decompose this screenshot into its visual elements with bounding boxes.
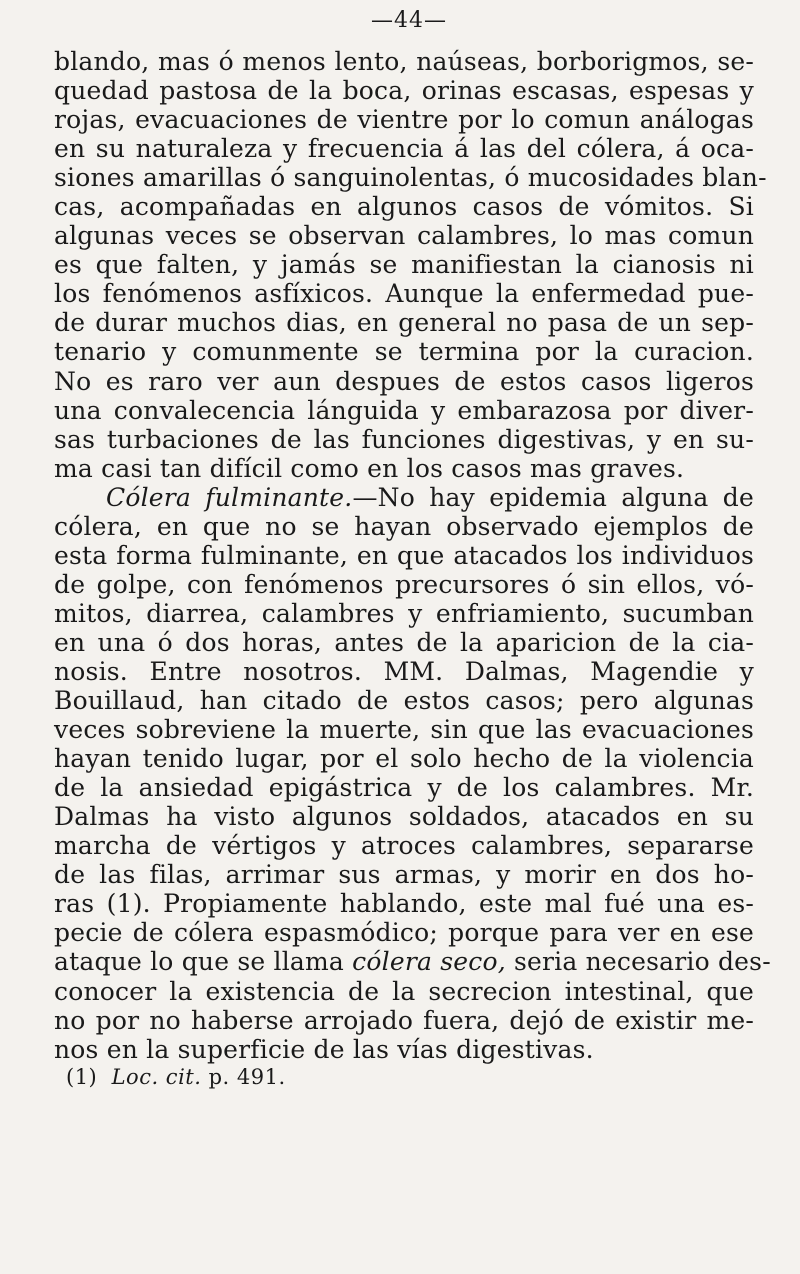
- text-fragment: seria necesario des-: [505, 947, 771, 977]
- text-line: conocer la existencia de la secrecion intestinal, que: [54, 976, 754, 1006]
- text-line: los fenómenos asfíxicos. Aunque la enfermedad pue-: [54, 279, 754, 309]
- text-line: de la ansiedad epigástrica y de los calambres. Mr.: [54, 773, 754, 803]
- footnote-source: Loc. cit.: [111, 1065, 202, 1089]
- text-line: tenario y comunmente se termina por la curacion.: [54, 337, 754, 367]
- text-line: de durar muchos dias, en general no pasa de un sep-: [54, 308, 754, 338]
- text-line: una convalecencia lánguida y embarazosa por diver-: [54, 395, 754, 425]
- text-line: Bouillaud, han citado de estos casos; pero algunas: [54, 686, 754, 716]
- text-line: ras (1). Propiamente hablando, este mal fué una es-: [54, 889, 754, 919]
- text-line: en una ó dos horas, antes de la aparicion de la cia-: [54, 627, 754, 657]
- text-line-with-italic: [54, 947, 771, 977]
- text-line: rojas, evacuaciones de vientre por lo comun análogas: [54, 105, 754, 135]
- text-line: nos en la superficie de las vías digestivas.: [54, 1034, 594, 1064]
- text-line: ma casi tan difícil como en los casos mas graves.: [54, 453, 685, 483]
- text-line: quedad pastosa de la boca, orinas escasas, espesas y: [54, 76, 754, 106]
- text-line: en su naturaleza y frecuencia á las del cólera, á oca-: [54, 134, 754, 164]
- section-heading: Cólera fulminante.: [106, 482, 353, 512]
- footnote-page-ref: p. 491.: [208, 1065, 286, 1089]
- text-fragment: ataque lo que se llama: [54, 947, 353, 977]
- text-line: cólera, en que no se hayan observado ejemplos de: [54, 511, 754, 541]
- body-text: [54, 47, 771, 1064]
- text-line: de golpe, con fenómenos precursores ó sin ellos, vó-: [54, 569, 754, 599]
- section-first-line: [54, 483, 754, 512]
- text-line: Dalmas ha visto algunos soldados, atacados en su: [54, 802, 754, 832]
- text-line: marcha de vértigos y atroces calambres, separarse: [54, 831, 754, 861]
- text-line: hayan tenido lugar, por el solo hecho de la violencia: [54, 744, 754, 774]
- text-line: sas turbaciones de las funciones digestivas, y en su-: [54, 424, 754, 454]
- footnote-marker: (1): [66, 1065, 98, 1089]
- text-line: No es raro ver aun despues de estos casos ligeros: [54, 366, 754, 396]
- text-line: de las filas, arrimar sus armas, y morir en dos ho-: [54, 860, 754, 890]
- text-line: veces sobreviene la muerte, sin que las evacuaciones: [54, 715, 754, 745]
- text-line: algunas veces se observan calambres, lo mas comun: [54, 221, 754, 251]
- text-line: cas, acompañadas en algunos casos de vómitos. Si: [54, 192, 754, 222]
- text-line: nosis. Entre nosotros. MM. Dalmas, Magendie y: [54, 656, 754, 686]
- text-line: esta forma fulminante, en que atacados los individuos: [54, 540, 754, 570]
- text-line: mitos, diarrea, calambres y enfriamiento, sucumban: [54, 598, 754, 628]
- text-line: no por no haberse arrojado fuera, dejó de existir me-: [54, 1005, 754, 1035]
- text-line: pecie de cólera espasmódico; porque para ver en ese: [54, 918, 754, 948]
- text-line: siones amarillas ó sanguinolentas, ó mucosidades blan-: [54, 163, 767, 193]
- text-line: es que falten, y jamás se manifiestan la cianosis ni: [54, 250, 754, 280]
- text-line: blando, mas ó menos lento, naúseas, borborigmos, se-: [54, 47, 754, 76]
- page-number: —44—: [371, 8, 447, 33]
- italic-term: cólera seco,: [352, 947, 506, 977]
- section-first-line-rest: —No hay epidemia alguna de: [352, 482, 754, 512]
- footnote: [66, 1065, 286, 1089]
